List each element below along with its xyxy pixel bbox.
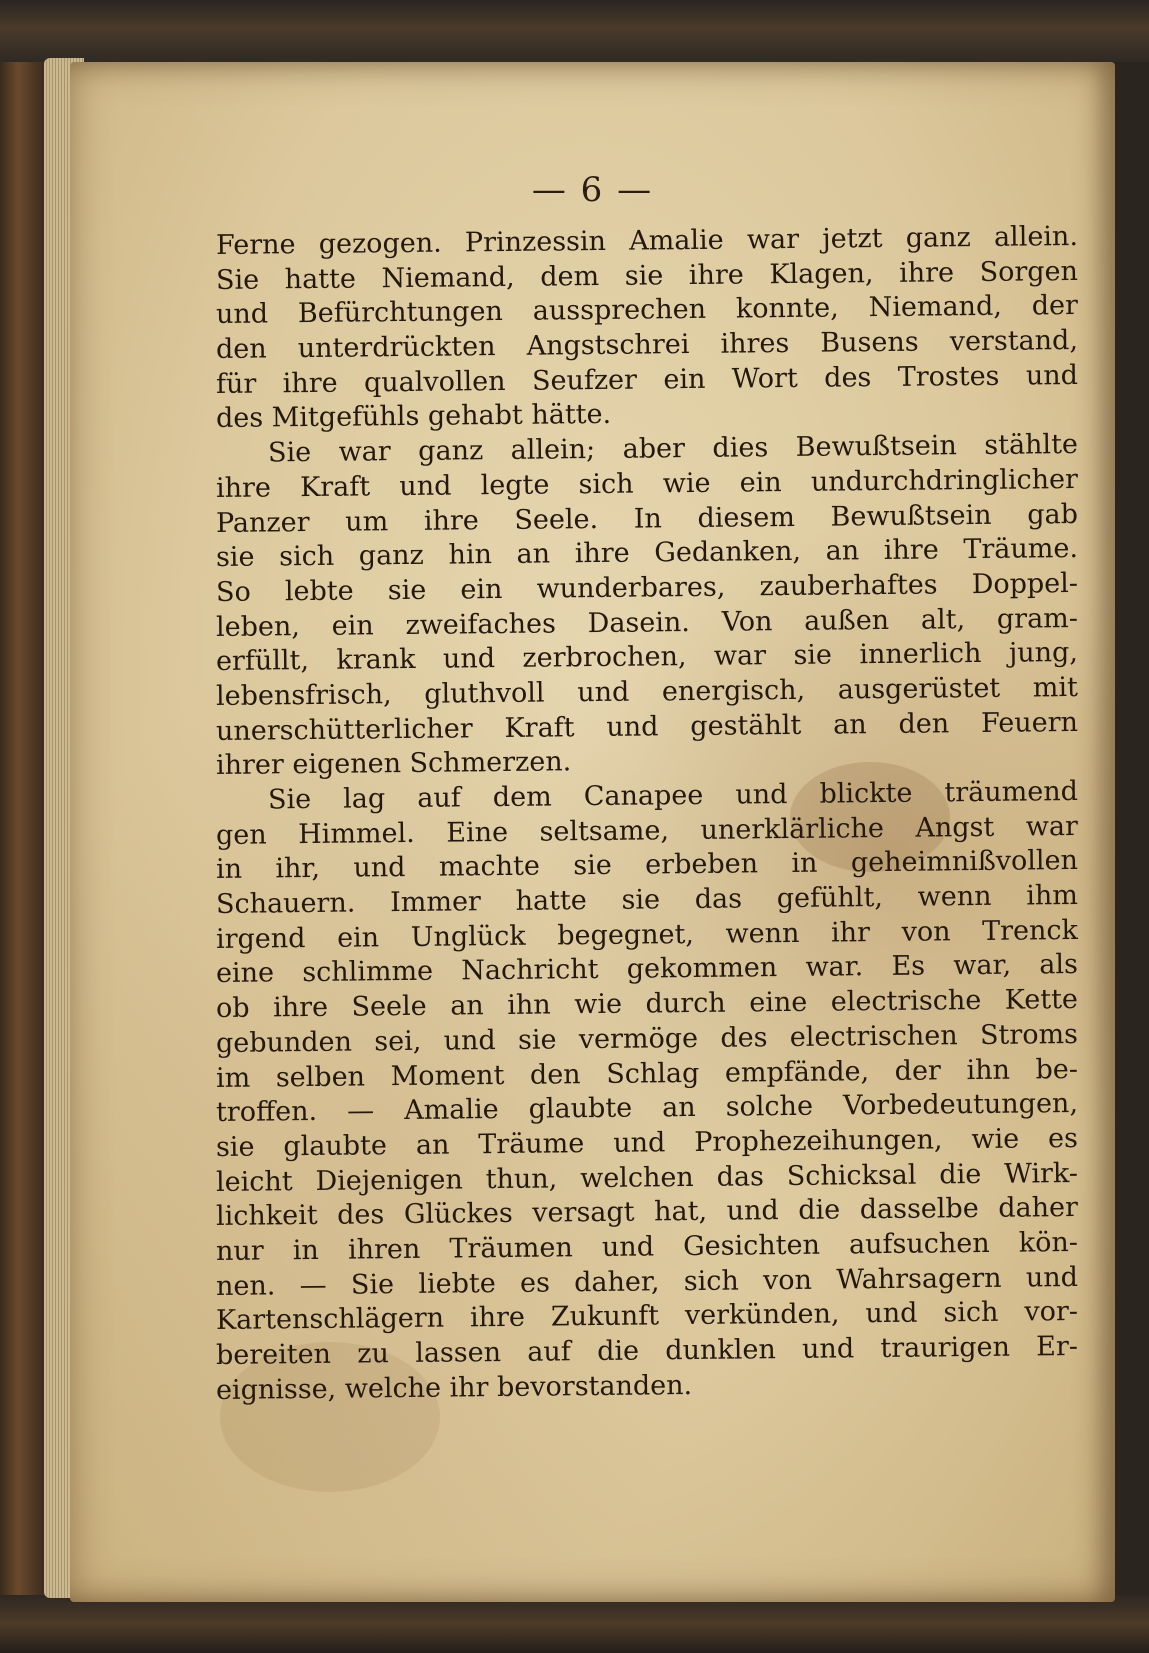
text-line: erfüllt, krank und zerbrochen, war sie innerlich jung, [215,637,1079,678]
text-line: gen Himmel. Eine seltsame, unerklärliche Angst war [215,810,1079,851]
text-line: Ferne gezogen. Prinzessin Amalie war jetzt ganz allein. [215,220,1079,261]
text-line: lebensfrisch, gluthvoll und energisch, ausgerüstet mit [215,671,1079,712]
text-line: in ihr, und machte sie erbeben in geheimnißvollen [215,845,1079,886]
cover-bottom-edge [0,1595,1149,1653]
text-line: Sie war ganz allein; aber dies Bewußtsein stählte [267,429,1079,469]
text-line: ob ihre Seele an ihn wie durch eine electrische Kette [215,984,1079,1025]
text-line: für ihre qualvollen Seufzer ein Wort des Trostes und [215,359,1079,400]
cover-top-edge [0,0,1149,62]
text-line: ihre Kraft und legte sich wie ein undurchdringlicher [215,463,1079,504]
text-line: des Mitgefühls gehabt hätte. [215,399,612,435]
text-line: den unterdrückten Angstschrei ihres Busens verstand, [215,325,1079,366]
text-line: ihrer eigenen Schmerzen. [215,746,572,782]
text-line: nur in ihren Träumen und Gesichten aufsuchen kön- [215,1226,1079,1267]
text-line: Panzer um ihre Seele. In diesem Bewußtsein gab [215,498,1079,539]
text-line: sie sich ganz hin an ihre Gedanken, an ihre Träume. [215,533,1079,574]
text-line: So lebte sie ein wunderbares, zauberhaftes Doppel- [215,567,1079,608]
text-line: eine schlimme Nachricht gekommen war. Es war, als [215,949,1079,990]
text-line: leben, ein zweifaches Dasein. Von außen alt, gram- [215,602,1079,643]
text-line: gebunden sei, und sie vermöge des electrischen Stroms [215,1018,1079,1059]
text-line: eignisse, welche ihr bevorstanden. [215,1369,693,1406]
text-line: Kartenschlägern ihre Zukunft verkünden, und sich vor- [215,1296,1079,1337]
page-number: — 6 — [531,170,654,210]
text-line: sie glaubte an Träume und Prophezeihungen, wie es [215,1122,1079,1163]
book-page [70,62,1115,1602]
text-line: nen. — Sie liebte es daher, sich von Wahrsagern und [215,1261,1079,1302]
text-line: und Befürchtungen aussprechen konnte, Niemand, der [215,290,1079,331]
text-line: bereiten zu lassen auf die dunklen und traurigen Er- [215,1330,1079,1371]
text-line: im selben Moment den Schlag empfände, der ihn be- [215,1053,1079,1094]
text-line: lichkeit des Glückes versagt hat, und die dasselbe daher [215,1192,1079,1233]
text-line: Sie lag auf dem Canapee und blickte träumend [267,775,1079,816]
text-block [215,220,1079,1408]
text-line: irgend ein Unglück begegnet, wenn ihr von Trenck [215,914,1079,955]
text-line: troffen. — Amalie glaubte an solche Vorbedeutungen, [215,1088,1079,1129]
text-line: Sie hatte Niemand, dem sie ihre Klagen, ihre Sorgen [215,255,1079,296]
text-line: unerschütterlicher Kraft und gestählt an den Feuern [215,706,1079,747]
text-line: leicht Diejenigen thun, welchen das Schicksal die Wirk- [215,1157,1079,1198]
text-line: Schauern. Immer hatte sie das gefühlt, wenn ihm [215,880,1079,921]
